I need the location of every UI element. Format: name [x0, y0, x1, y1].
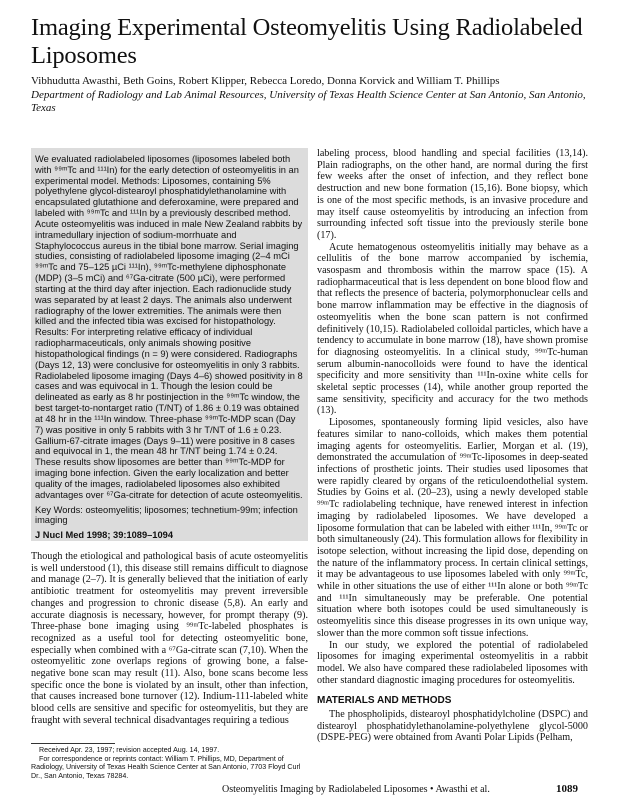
abstract-box — [31, 148, 308, 541]
intro-paragraph-5: In our study, we explored the potential of radiolabeled liposomes for imaging experimental osteomyelitis in a rabbit model. We also have compared these radiolabeled liposomes with other standard diagnostic imaging procedures for osteomyelitis. — [317, 639, 588, 686]
footnotes — [31, 746, 308, 780]
journal-citation: J Nucl Med 1998; 39:1089–1094 — [35, 530, 173, 541]
page-number: 1089 — [556, 783, 578, 795]
abstract-text: We evaluated radiolabeled liposomes (liposomes labeled both with ⁹⁹ᵐTc and ¹¹¹In) for the early detection of osteomyelitis in an experimental model. Methods: Liposomes, containing 5% polyethylene glycol-distearoyl phosphatidylethanolamine with encapsulated glutathione and deferoxamine, were prepared and labeled with ⁹⁹ᵐTc and ¹¹¹In by a previously described method. Acute osteomyelitis was induced in male New Zealand rabbits by intramedullary injection of sodium-morrhuate and Staphylococcus aureus in the tibial bone marrow. Serial imaging studies, consisting of radiolabeled liposome imaging (2–4 mCi ⁹⁹ᵐTc and 75–125 µCi ¹¹¹In), ⁹⁹ᵐTc-methylene diphosphonate (MDP) (3–5 mCi) and ⁶⁷Ga-citrate (500 µCi), were performed starting at the third day after injection. Each radionuclide study was separated by at least 2 days. The animals also underwent radiography of the lower extremities. The animals were then killed and the infected tibia was excised for histopathology. Results: For interpreting relative efficacy of individual radiopharmaceuticals, only animals showing positive histopathological findings (n = 9) were considered. Radiographs (Days 12, 13) were conclusive for osteomyelitis in only 3 rabbits. Radiolabeled liposome imaging (Days 4–6) showed positivity in 8 cases and was equivocal in 1. Though the lesion could be delineated as early as 8 hr postinjection in the ⁹⁹ᵐTc window, the best target-to-nontarget ratio (T/NT) of 1.86 ± 0.19 was obtained at 48 hr in the ¹¹¹In window. Three-phase ⁹⁹ᵐTc-MDP scan (Day 7) was positive in only 5 rabbits with 3 hr T/NT of 1.6 ± 0.23. Gallium-67-citrate images (Days 9–11) were positive in 8 cases and equivocal in 1, the mean 48 hr T/NT being 1.74 ± 0.24. These results show liposomes are better than ⁹⁹ᵐTc-MDP for imaging bone infection. Given the early localization and better quality of the images, radiolabeled liposomes also exhibited advantages over ⁶⁷Ga-citrate for detection of acute osteomyelitis. — [35, 154, 303, 500]
affiliation: Department of Radiology and Lab Animal Resources, University of Texas Health Science Center at San Antonio, San Antonio, Texas — [31, 89, 586, 115]
author-list: Vibhudutta Awasthi, Beth Goins, Robert Klipper, Rebecca Loredo, Donna Korvick and William T. Phillips — [31, 75, 500, 87]
keywords: Key Words: osteomyelitis; liposomes; technetium-99m; infection imaging — [35, 504, 298, 526]
running-footer: Osteomyelitis Imaging by Radiolabeled Liposomes • Awasthi et al. — [222, 784, 490, 795]
footnote-divider — [31, 743, 115, 744]
article-title: Imaging Experimental Osteomyelitis Using Radiolabeled Liposomes — [31, 14, 583, 69]
intro-paragraph-4: Liposomes, spontaneously forming lipid vesicles, also have features similar to nano-colloids, which makes them potential imaging agents for osteomyelitis. Earlier, Morgan et al. (19), demonstrated the accumulation of ⁹⁹ᵐTc-liposomes in deep-seated infections of prosthetic joints. Their studies used liposomes that were rapidly cleared by organs of the reticuloendothelial system. Studies by Goins et al. (20–23), using a newly developed stable ⁹⁹ᵐTc radiolabeling technique, have renewed interest in infection imaging by radiolabeled liposomes. We have developed a liposome formulation that can be labeled with either ¹¹¹In, ⁹⁹ᵐTc or both simultaneously (24). This formulation allows for flexibility in isotope selection, without increasing the lipid dose, depending on the nature of the inflammatory process. In certain clinical settings, it may be advantageous to use liposomes labeled with only ⁹⁹ᵐTc, while in other situations the use of either ¹¹¹In alone or both ⁹⁹ᵐTc and ¹¹¹In simultaneously may be preferable. One potential situation where both isotopes could be used simultaneously is osteomyelitis since this disease progresses in its own unique way, slower than the more common soft tissue infections. — [317, 417, 588, 639]
intro-paragraph-1: Though the etiological and pathological basis of acute osteomyelitis is well understood (1), this disease still remains difficult to diagnose and manage (2–7). It is generally believed that the initiation of early antibiotic treatment for osteomyelitis may prevent irreversible changes and progression to chronic disease (5,8). An early and accurate diagnosis is necessary, however, for prompt therapy (9). Three-phase bone imaging using ⁹⁹ᵐTc-labeled phosphates is recognized as a useful tool for detecting osteomyelitic bone, especially when combined with a ⁶⁷Ga-citrate scan (7,10). When the osteomyelitic zone overlaps regions of growing bone, a false-negative bone scan may result (11). Also, bone scans become less specific once the bone is violated by an insult, other than infection, that causes increased bone turnover (12). Indium-111-labeled white blood cells are sensitive and specific for osteomyelitis, but they are fraught with several technical disadvantages requiring a tedious — [31, 551, 308, 726]
section-heading-methods: MATERIALS AND METHODS — [317, 695, 452, 707]
footnote-received: Received Apr. 23, 1997; revision accepted Aug. 14, 1997. — [39, 746, 220, 754]
footnote-correspondence: For correspondence or reprints contact: William T. Phillips, MD, Department of Radiology, University of Texas Health Science Center at San Antonio, 7703 Floyd Curl Dr., San Antonio, Texas 78284. — [31, 754, 301, 780]
left-body-column — [31, 551, 308, 727]
right-body-column — [317, 148, 588, 744]
intro-paragraph-2: labeling process, blood handling and special facilities (13,14). Plain radiographs, on the other hand, are normal during the first few weeks after the onset of infection, and they reflect bone destruction and new bone formation (15,16). Bone biopsy, which is one of the most specific methods, is an invasive procedure and may itself cause osteomyelitis by introducing an infection from surrounding infected soft tissue into the previously sterile bone (17). — [317, 148, 588, 241]
methods-paragraph-1: The phospholipids, distearoyl phosphatidylcholine (DSPC) and distearoyl phosphatidylethanolamine-polyethylene glycol-5000 (DSPE-PEG) were obtained from Avanti Polar Lipids (Pelham, — [317, 709, 588, 744]
intro-paragraph-3: Acute hematogenous osteomyelitis initially may behave as a cellulitis of the bone marrow accompanied by ischemia, vasospasm and thrombosis within the marrow space (15). A radiopharmaceutical that is less dependent on bone blood flow and that reflects the presence of bacteria, polymorphonuclear cells and bone marrow inflammation may be effective in the diagnosis of osteomyelitis when the bone scan pattern is not confirmed definitively (10,15). Radiolabeled colloidal particles, which have a tendency to accumulate in bone marrow (18), have shown promise for diagnosing osteomyelitis. In a clinical study, ⁹⁹ᵐTc-human serum albumin-nanocolloids were found to have the identical specificity and more sensitivity than ¹¹¹In-oxine white cells for skeletal septic processes (14), while another group reported the same sensitivity, specificity and accuracy for the two methods (13). — [317, 241, 588, 417]
